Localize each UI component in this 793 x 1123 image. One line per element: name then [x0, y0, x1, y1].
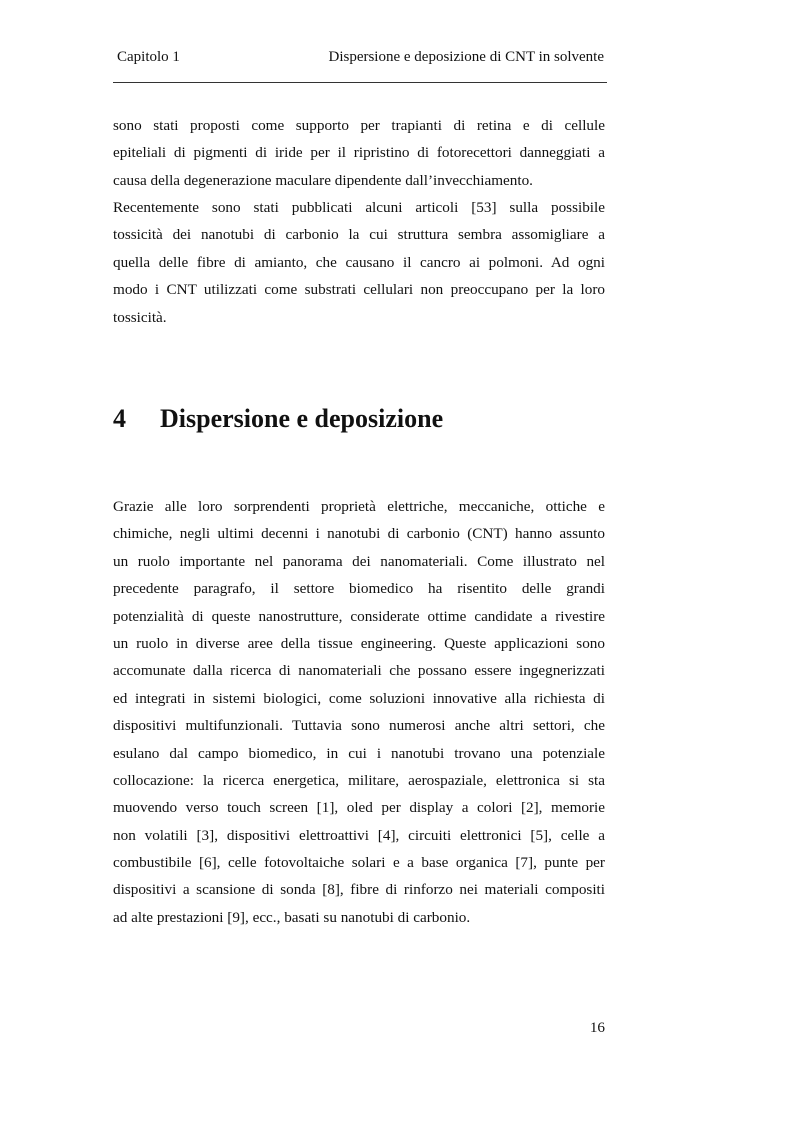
page-number: 16	[589, 1019, 605, 1036]
text-line: collocazione: la ricerca energetica, militare, aerospaziale, elettronica si sta	[113, 771, 605, 789]
text-line: potenzialità di queste nanostrutture, considerate ottime candidate a rivestire	[113, 607, 605, 625]
section-paragraph	[113, 493, 605, 931]
section-title: Dispersione e deposizione	[160, 404, 444, 433]
text-line: dispositivi a scansione di sonda [8], fibre di rinforzo nei materiali compositi	[113, 881, 605, 899]
text-line: combustibile [6], celle fotovoltaiche solari e a base organica [7], punte per	[113, 854, 605, 872]
text-line: chimiche, negli ultimi decenni i nanotubi di carbonio (CNT) hanno assunto	[113, 525, 605, 543]
text-line: tossicità dei nanotubi di carbonio la cui struttura sembra assomigliare a	[113, 226, 605, 244]
header-title: Dispersione e deposizione di CNT in solvente	[328, 49, 604, 65]
text-line: causa della degenerazione maculare dipendente dall’invecchiamento.	[113, 171, 533, 189]
text-line: un ruolo in diverse aree della tissue engineering. Queste applicazioni sono	[113, 634, 605, 652]
text-line: accomunate dalla ricerca di nanomateriali che possano essere ingegnerizzati	[113, 662, 605, 680]
text-line: Recentemente sono stati pubblicati alcuni articoli [53] sulla possibile	[113, 199, 605, 216]
paragraph-1	[113, 112, 605, 194]
text-line: ad alte prestazioni [9], ecc., basati su nanotubi di carbonio.	[113, 908, 471, 926]
text-line: esulano dal campo biomedico, in cui i nanotubi trovano una potenziale	[113, 744, 605, 762]
text-line: sono stati proposti come supporto per trapianti di retina e di cellule	[113, 117, 605, 134]
text-line: tossicità.	[113, 308, 167, 326]
text-line: non volatili [3], dispositivi elettroattivi [4], circuiti elettronici [5], celle a	[113, 826, 605, 844]
text-line: ed integrati in sistemi biologici, come soluzioni innovative alla richiesta di	[113, 689, 605, 707]
text-line: Grazie alle loro sorprendenti proprietà elettriche, meccaniche, ottiche e	[113, 498, 605, 515]
section-heading	[113, 404, 443, 434]
text-line: modo i CNT utilizzati come substrati cellulari non preoccupano per la loro	[113, 281, 605, 299]
text-line: muovendo verso touch screen [1], oled per display a colori [2], memorie	[113, 799, 605, 817]
header-chapter: Capitolo 1	[117, 49, 180, 65]
paragraph-2	[113, 194, 605, 331]
text-line: quella delle fibre di amianto, che causano il cancro ai polmoni. Ad ogni	[113, 253, 605, 271]
text-line: un ruolo importante nel panorama dei nanomateriali. Come illustrato nel	[113, 552, 605, 570]
text-line: epiteliali di pigmenti di iride per il ripristino di fotorecettori danneggiati a	[113, 144, 605, 162]
header-rule	[113, 82, 607, 83]
text-line: precedente paragrafo, il settore biomedico ha risentito delle grandi	[113, 580, 605, 598]
running-header	[113, 49, 607, 71]
section-number: 4	[113, 404, 126, 433]
text-line: dispositivi multifunzionali. Tuttavia sono numerosi anche altri settori, che	[113, 717, 605, 735]
